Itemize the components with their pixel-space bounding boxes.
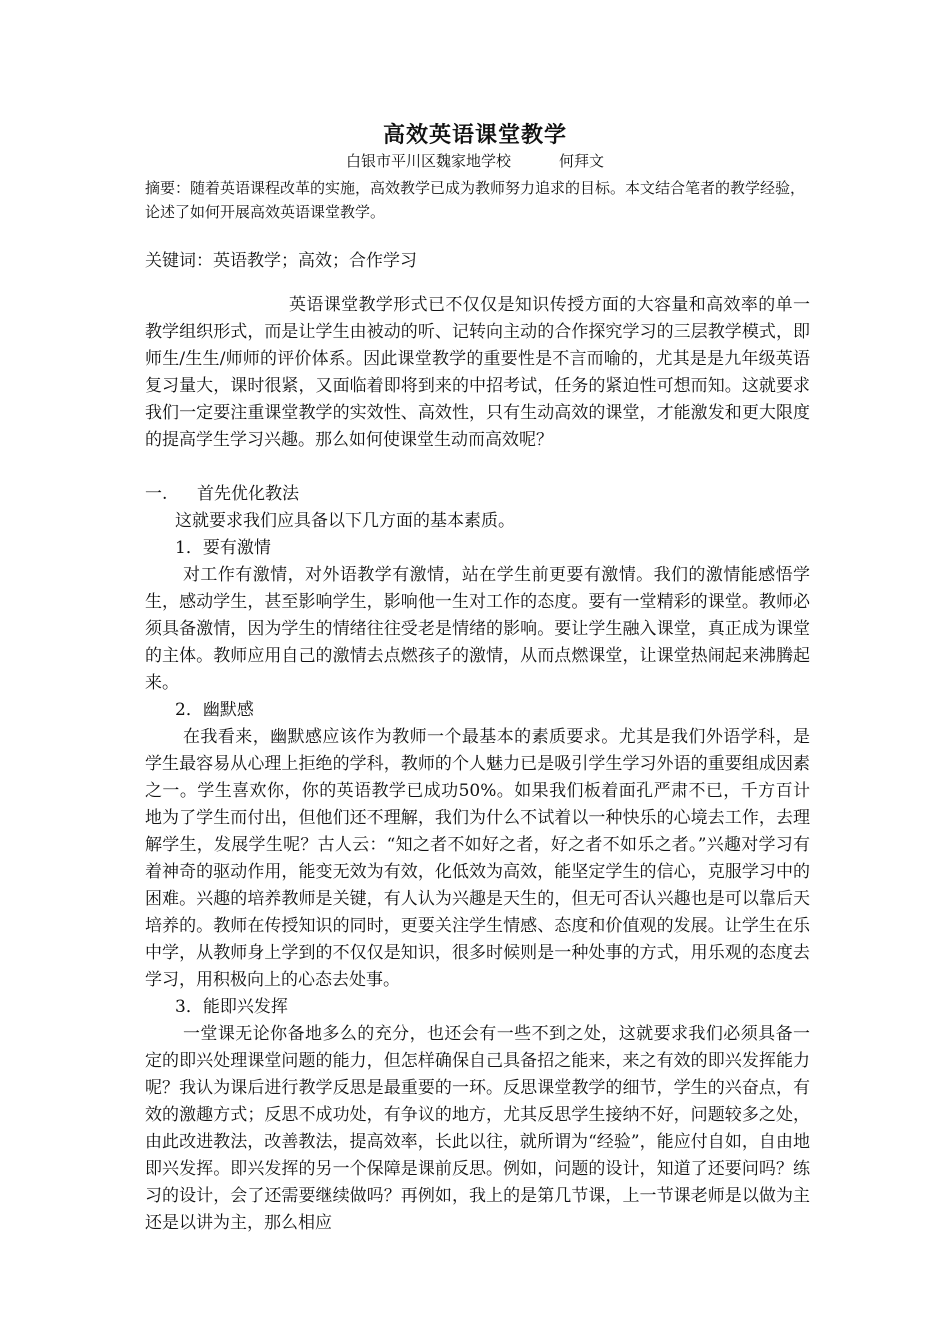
- body-text: [145, 292, 810, 1237]
- subsection-paragraph: 对工作有激情，对外语教学有激情，站在学生前更要有激情。我们的激情能感悟学生，感动学生，甚至影响学生，影响他一生对工作的态度。要有一堂精彩的课堂。教师必须具备激情，因为学生的情绪往往受老是情绪的影响。要让学生融入课堂，真正成为课堂的主体。教师应用自己的激情去点燃孩子的激情，从而点燃课堂，让课堂热闹起来沸腾起来。: [145, 565, 810, 693]
- section-heading: [145, 481, 810, 508]
- subsection-heading: 1．要有激情: [175, 538, 271, 558]
- keywords: 关键词：英语教学；高效；合作学习: [145, 251, 417, 271]
- subsection-heading: 2．幽默感: [175, 700, 254, 720]
- author-name: 何拜文: [559, 152, 605, 170]
- subsection-heading: 3．能即兴发挥: [175, 997, 288, 1017]
- intro-paragraph: 英语课堂教学形式已不仅仅是知识传授方面的大容量和高效率的单一教学组织形式，而是让学生由被动的听、记转向主动的合作探究学习的三层教学模式，即师生/生生/师师的评价体系。因此课堂教学的重要性是不言而喻的，尤其是是九年级英语复习量大，课时很紧，又面临着即将到来的中招考试，任务的紧迫性可想而知。这就要求我们一定要注重课堂教学的实效性、高效性，只有生动高效的课堂，才能激发和更大限度的提高学生学习兴趣。那么如何使课堂生动而高效呢？: [145, 295, 810, 450]
- subsection-paragraph: 一堂课无论你备地多么的充分，也还会有一些不到之处，这就要求我们必须具备一定的即兴处理课堂问题的能力，但怎样确保自己具备招之能来，来之有效的即兴发挥能力呢？我认为课后进行教学反思是最重要的一环。反思课堂教学的细节，学生的兴奋点，有效的激趣方式；反思不成功处，有争议的地方，尤其反思学生接纳不好，问题较多之处，由此改进教法，改善教法，提高效率，长此以往，就所谓为“经验”，能应付自如，自由地即兴发挥。即兴发挥的另一个保障是课前反思。例如，问题的设计，知道了还要问吗？练习的设计，会了还需要继续做吗？再例如，我上的是第几节课，上一节课老师是以做为主还是以讲为主，那么相应: [145, 1024, 810, 1233]
- subsection-paragraph: 在我看来，幽默感应该作为教师一个最基本的素质要求。尤其是我们外语学科，是学生最容易从心理上拒绝的学科，教师的个人魅力已是吸引学生学习外语的重要组成因素之一。学生喜欢你，你的英语教学已成功50%。如果我们板着面孔严肃不已，千方百计地为了学生而付出，但他们还不理解，我们为什么不试着以一种快乐的心境去工作，去理解学生，发展学生呢？古人云：“知之者不如好之者，好之者不如乐之者。”兴趣对学习有着神奇的驱动作用，能变无效为有效，化低效为高效，能坚定学生的信心，克服学习中的困难。兴趣的培养教师是关键，有人认为兴趣是天生的，但无可否认兴趣也是可以靠后天培养的。教师在传授知识的同时，更要关注学生情感、态度和价值观的发展。让学生在乐中学，从教师身上学到的不仅仅是知识，很多时候则是一种处事的方式，用乐观的态度去学习，用积极向上的心态去处事。: [145, 727, 810, 990]
- section-lead: 这就要求我们应具备以下几方面的基本素质。: [175, 511, 515, 531]
- byline: [0, 150, 950, 171]
- section-title: 首先优化教法: [197, 484, 299, 504]
- abstract: 摘要：随着英语课程改革的实施，高效教学已成为教师努力追求的目标。本文结合笔者的教学经验，论述了如何开展高效英语课堂教学。: [145, 179, 806, 221]
- school-name: 白银市平川区魏家地学校: [345, 152, 511, 170]
- document-title: 高效英语课堂教学: [382, 122, 567, 148]
- section-number: 一.: [145, 484, 168, 504]
